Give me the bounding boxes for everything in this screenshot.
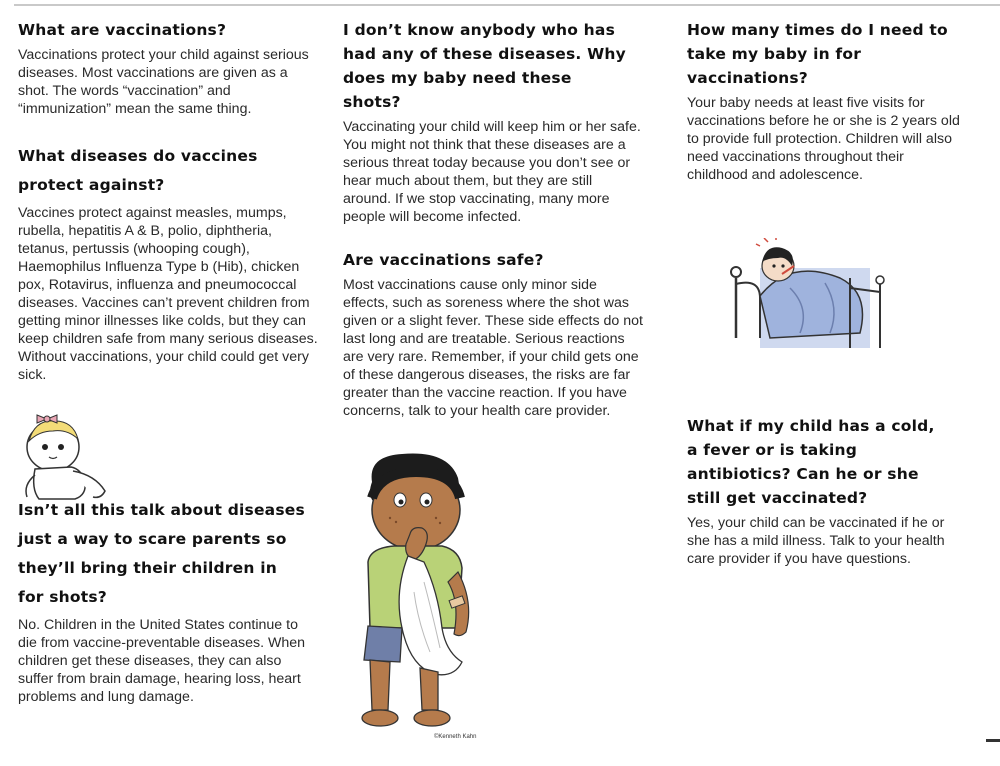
body-why-shots: Vaccinating your child will keep him or her safe. You might not think that these diseases are a serious threat today because you don’t see or hear much about them, but they are still around. If we stop vaccinating, many more people will become infected. (343, 119, 641, 225)
boy-with-handkerchief-illustration (350, 452, 500, 742)
column-left (18, 18, 318, 728)
heading-how-many-times: How many times do I need to take my baby in for vaccinations? (687, 21, 948, 87)
body-what-are-vaccinations: Vaccinations protect your child against serious diseases. Most vaccinations are given as a shot. The words “vaccination” and “immunization” mean the same thing. (18, 47, 309, 117)
heading-diseases-protected: What diseases do vaccines protect against? (18, 147, 258, 194)
column-middle (343, 18, 643, 442)
heading-why-shots: I don’t know anybody who has had any of these diseases. Why does my baby need these shots? (343, 21, 626, 111)
body-how-many-times: Your baby needs at least five visits for vaccinations before he or she is 2 years old to provide full protection. Children will also need vaccinations throughout their childhood and adolescence. (687, 95, 960, 183)
sick-child-bed-illustration (730, 238, 890, 353)
page-edge-mark (986, 739, 1000, 742)
body-diseases-protected: Vaccines protect against measles, mumps, rubella, hepatitis A & B, polio, diphtheria, tetanus, pertussis (whooping cough), Haemophilus Influenza Type b (Hib), chicken pox, Rotavirus, influenza and pneumococcal diseases. Vaccines can’t prevent children from getting minor illnesses like colds, but they can keep children safe from many serious diseases. Without vaccinations, your child could get very sick. (18, 205, 318, 383)
body-are-vaccinations-safe: Most vaccinations cause only minor side effects, such as soreness where the shot was given or a slight fever. These side effects do not last long and are treatable. Serious reactions are very rare. Remember, if your child gets one of these dangerous diseases, the risks are far greater than the vaccine reaction. If you have concerns, talk to your health care provider. (343, 277, 643, 419)
heading-are-vaccinations-safe: Are vaccinations safe? (343, 251, 544, 269)
baby-illustration (15, 405, 115, 505)
heading-what-are-vaccinations: What are vaccinations? (18, 21, 227, 39)
body-scare-parents: No. Children in the United States continue to die from vaccine-preventable diseases. When children get these diseases, they can also suffer from brain damage, hearing loss, heart problems and lung damage. (18, 617, 306, 705)
heading-cold-fever: What if my child has a cold, a fever or is taking antibiotics? Can he or she still get vaccinated? (687, 417, 935, 507)
heading-scare-parents: Isn’t all this talk about diseases just a way to scare parents so they’ll bring their children in for shots? (18, 501, 305, 606)
illustration-credit: ©Kenneth Kahn (434, 734, 477, 740)
body-cold-fever: Yes, your child can be vaccinated if he or she has a mild illness. Talk to your health care provider if you have questions. (687, 515, 945, 567)
page-top-rule (14, 4, 1000, 6)
